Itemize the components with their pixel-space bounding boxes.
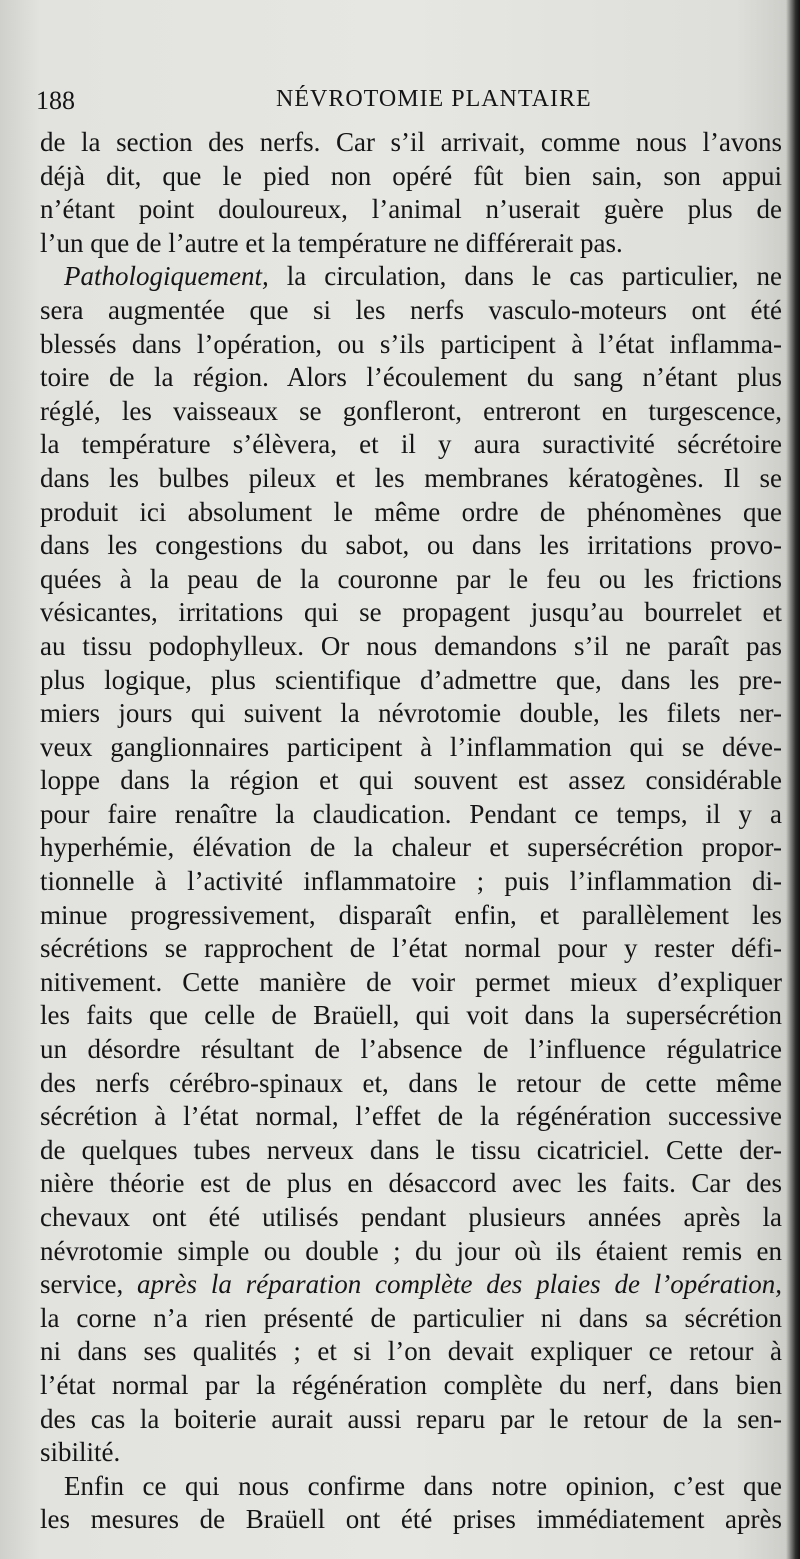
text-line: vésicantes, irritations qui se propagent jusqu’au bourrelet et xyxy=(40,597,782,628)
page-header xyxy=(36,82,776,122)
paragraph-2 xyxy=(40,260,782,1469)
text-line: Enfin ce qui nous confirme dans notre opinion, c’est que xyxy=(64,1470,782,1501)
text-line: la température s’élèvera, et il y aura suractivité sécrétoire xyxy=(40,429,782,460)
text-line: tionnelle à l’activité inflammatoire ; puis l’inflammation di- xyxy=(40,866,782,897)
text-line: pour faire renaître la claudication. Pendant ce temps, il y a xyxy=(40,798,782,829)
text-line: des cas la boiterie aurait aussi reparu par le retour de la sen- xyxy=(40,1403,782,1434)
italic-lead: Pathologiquement, xyxy=(64,261,269,292)
text-line: les faits que celle de Braüell, qui voit dans la supersécrétion xyxy=(40,1000,782,1031)
text-line: nière théorie est de plus en désaccord avec les faits. Car des xyxy=(40,1168,782,1199)
text-line: des nerfs cérébro-spinaux et, dans le retour de cette même xyxy=(40,1067,782,1098)
text-line: n’étant point douloureux, l’animal n’userait guère plus de xyxy=(40,194,782,225)
text-line: les mesures de Braüell ont été prises immédiatement après xyxy=(40,1504,782,1535)
text-line: réglé, les vaisseaux se gonfleront, entreront en turgescence, xyxy=(40,395,782,426)
text-line: névrotomie simple ou double ; du jour où ils étaient remis en xyxy=(40,1235,782,1266)
italic-phrase: après la réparation complète des plaies de l’opération, xyxy=(137,1269,782,1300)
text-line: au tissu podophylleux. Or nous demandons s’il ne paraît pas xyxy=(40,630,782,661)
text-fragment: la circulation, dans le cas particulier, ne xyxy=(268,261,782,292)
text-line: dans les bulbes pileux et les membranes kératogènes. Il se xyxy=(40,462,782,493)
text-line: plus logique, plus scientifique d’admettre que, dans les pre- xyxy=(40,664,782,695)
text-line: de quelques tubes nerveux dans le tissu cicatriciel. Cette der- xyxy=(40,1134,782,1165)
text-line: chevaux ont été utilisés pendant plusieurs années après la xyxy=(40,1202,782,1232)
text-line: blessés dans l’opération, ou s’ils participent à l’état inflamma- xyxy=(40,328,782,359)
page-body xyxy=(40,126,782,1537)
text-line: la corne n’a rien présenté de particulier ni dans sa sécrétion xyxy=(40,1302,782,1333)
text-line: de la section des nerfs. Car s’il arrivait, comme nous l’avons xyxy=(40,127,782,157)
text-line: dans les congestions du sabot, ou dans les irritations provo- xyxy=(40,530,782,561)
text-line: l’état normal par la régénération complète du nerf, dans bien xyxy=(40,1369,782,1400)
paragraph-3 xyxy=(40,1470,782,1537)
text-line: miers jours qui suivent la névrotomie double, les filets ner- xyxy=(40,698,782,729)
text-line: minue progressivement, disparaît enfin, et parallèlement les xyxy=(40,899,782,930)
text-line: déjà dit, que le pied non opéré fût bien sain, son appui xyxy=(40,160,782,191)
text-line: ni dans ses qualités ; et si l’on devait expliquer ce retour à xyxy=(40,1336,782,1367)
paragraph-1 xyxy=(40,126,782,260)
page-edge-shadow xyxy=(786,0,800,1559)
text-line: sécrétion à l’état normal, l’effet de la régénération successive xyxy=(40,1101,782,1132)
page-number: 188 xyxy=(36,86,75,115)
text-line: sera augmentée que si les nerfs vasculo-moteurs ont été xyxy=(40,294,782,325)
text-line: un désordre résultant de l’absence de l’influence régulatrice xyxy=(40,1034,782,1065)
running-title: NÉVROTOMIE PLANTAIRE xyxy=(276,86,592,112)
text-line: sibilité. xyxy=(40,1437,121,1468)
text-line: toire de la région. Alors l’écoulement du sang n’étant plus xyxy=(40,362,782,393)
text-line: l’un que de l’autre et la température ne différerait pas. xyxy=(40,227,623,258)
text-line: veux ganglionnaires participent à l’inflammation qui se déve- xyxy=(40,731,782,762)
text-line: hyperhémie, élévation de la chaleur et supersécrétion propor- xyxy=(40,832,782,863)
text-line: nitivement. Cette manière de voir permet mieux d’expliquer xyxy=(40,966,782,997)
text-line xyxy=(40,260,782,294)
text-line: sécrétions se rapprochent de l’état normal pour y rester défi- xyxy=(40,933,782,964)
text-line: produit ici absolument le même ordre de phénomènes que xyxy=(40,496,782,527)
text-line: quées à la peau de la couronne par le feu ou les frictions xyxy=(40,563,782,594)
text-line xyxy=(40,1268,782,1302)
text-fragment: service, xyxy=(40,1269,138,1300)
text-line: loppe dans la région et qui souvent est assez considérable xyxy=(40,765,782,796)
